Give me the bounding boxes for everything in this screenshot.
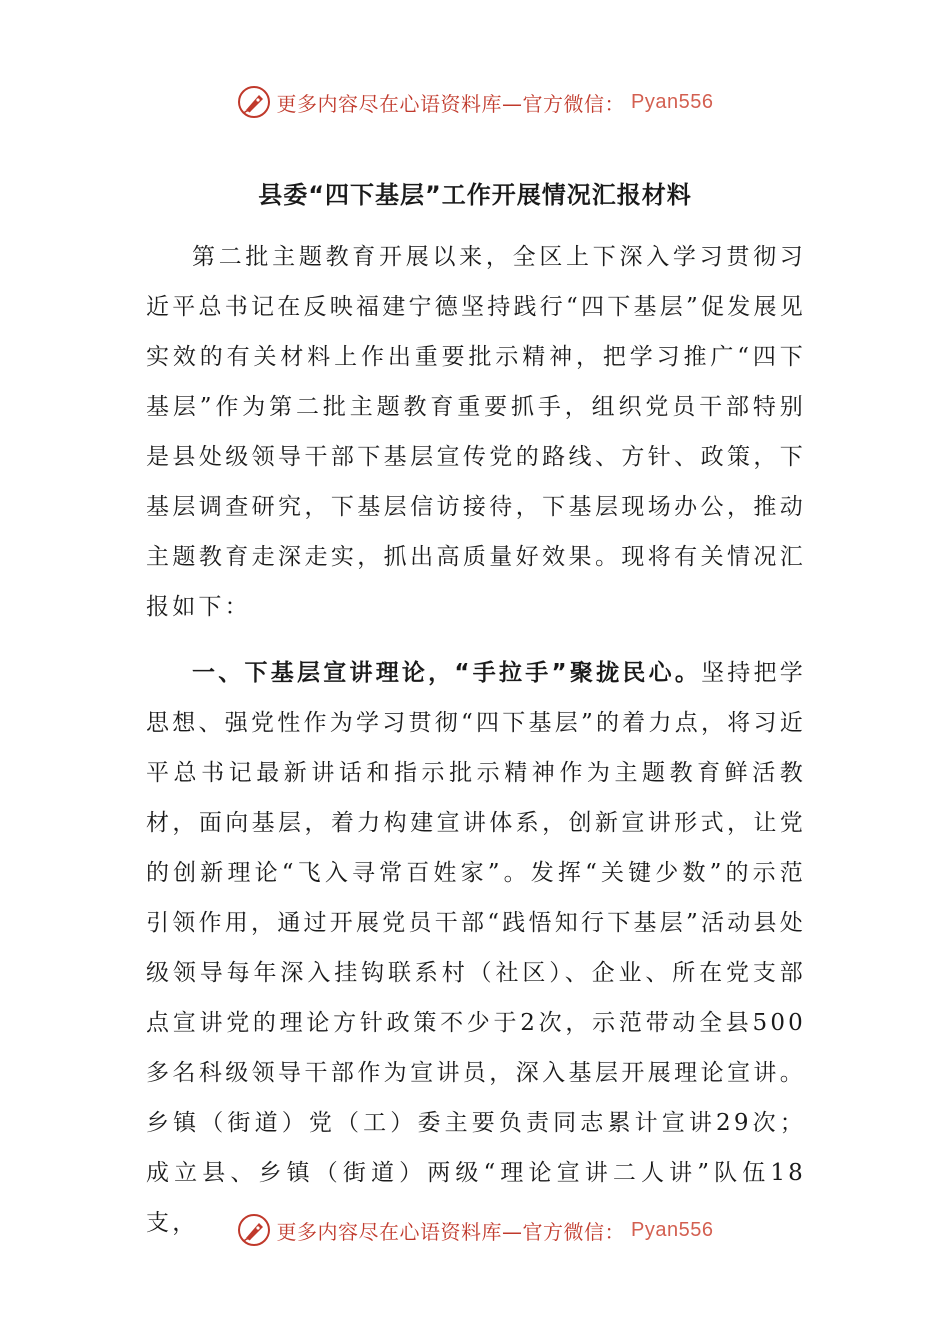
intro-paragraph: 第二批主题教育开展以来，全区上下深入学习贯彻习近平总书记在反映福建宁德坚持践行“四下基层”促发展见实效的有关材料上作出重要批示精神，把学习推广“四下基层”作为第二批主题教育重要抓手，组织党员干部特别是县处级领导干部下基层宣传党的路线、方针、政策，下基层调查研究，下基层信访接待，下基层现场办公，推动主题教育走深走实，抓出高质量好效果。现将有关情况汇报如下： (146, 244, 806, 620)
watermark-footer (0, 1210, 950, 1250)
watermark-wechat-id: Pyan556 (631, 1218, 714, 1241)
document-body (146, 232, 806, 1248)
pen-nib-logo-icon (237, 1213, 271, 1247)
section-1-heading: 一、下基层宣讲理论，“手拉手”聚拢民心。 (192, 660, 702, 686)
document-title: 县委“四下基层”工作开展情况汇报材料 (258, 181, 692, 209)
watermark-wechat-id: Pyan556 (631, 90, 714, 113)
watermark-header (0, 82, 950, 122)
section-1-body: 坚持把学思想、强党性作为学习贯彻“四下基层”的着力点，将习近平总书记最新讲话和指示批示精神作为主题教育鲜活教材，面向基层，着力构建宣讲体系，创新宣讲形式，让党的创新理论“飞入寻常百姓家”。发挥“关键少数”的示范引领作用，通过开展党员干部“践悟知行下基层”活动县处级领导每年深入挂钩联系村（社区）、企业、所在党支部点宣讲党的理论方针政策不少于2次，示范带动全县500多名科级领导干部作为宣讲员，深入基层开展理论宣讲。乡镇（街道）党（工）委主要负责同志累计宣讲29次；成立县、乡镇（街道）两级“理论宣讲二人讲”队伍18支， (146, 660, 806, 1236)
watermark-text: 更多内容尽在心语资料库—官方微信： (276, 91, 626, 116)
pen-nib-logo-icon (237, 85, 271, 119)
watermark-text: 更多内容尽在心语资料库—官方微信： (276, 1219, 626, 1244)
section-1-paragraph (146, 648, 806, 1248)
